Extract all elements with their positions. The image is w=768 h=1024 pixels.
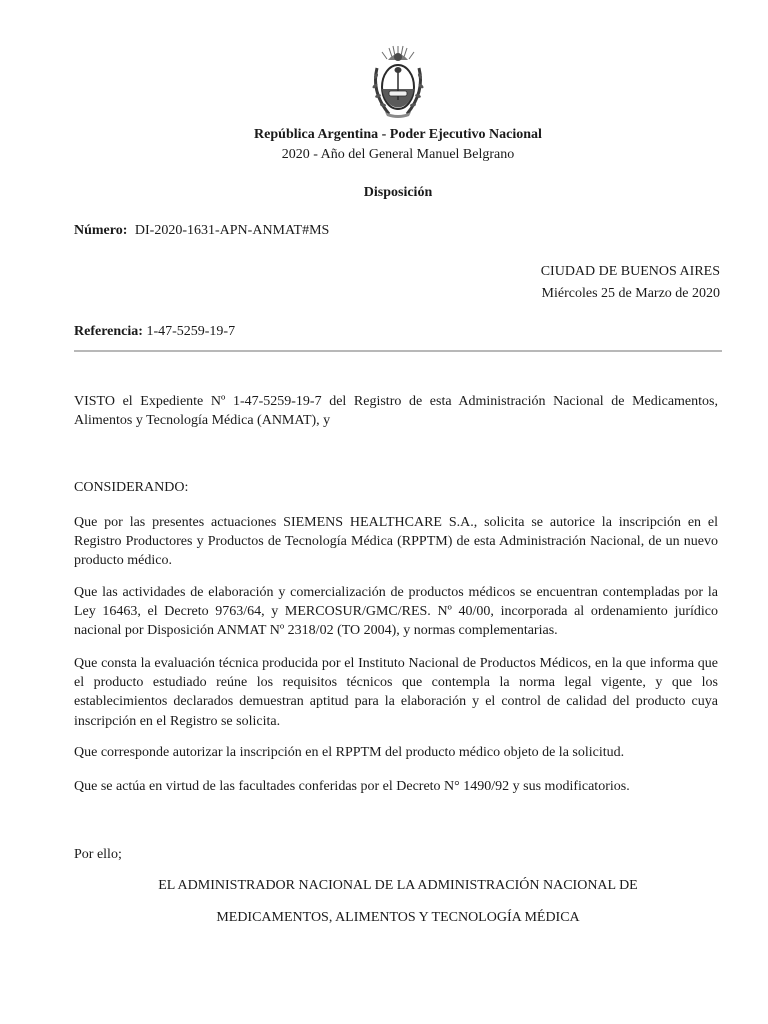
date: Miércoles 25 de Marzo de 2020 — [541, 286, 720, 301]
considerando-heading: CONSIDERANDO: — [74, 480, 189, 495]
paragraph-3: Que consta la evaluación técnica producida por el Instituto Nacional de Productos Médicos, en la que informa que el producto estudiado reúne los requisitos técnicos que contempla la norma legal vigente, y que los establecimientos declarados demuestran aptitud para la elaboración y el control de calidad del producto cuya inscripción en el Registro se solicita. — [74, 656, 718, 729]
paragraph-2: Que las actividades de elaboración y comercialización de productos médicos se encuentran contempladas por la Ley 16463, el Decreto 9763/64, y MERCOSUR/GMC/RES. Nº 40/00, incorporada al ordenamiento jurídico nacional por Disposición ANMAT Nº 2318/02 (TO 2004), y normas complementarias. — [74, 585, 718, 639]
referencia-label: Referencia: — [74, 324, 143, 339]
referencia-row — [74, 324, 235, 340]
republic-heading: República Argentina - Poder Ejecutivo Nacional — [254, 127, 542, 142]
authority-line-1: EL ADMINISTRADOR NACIONAL DE LA ADMINISTRACIÓN NACIONAL DE — [158, 878, 638, 893]
numero-label: Número: — [74, 223, 128, 238]
year-motto: 2020 - Año del General Manuel Belgrano — [281, 147, 515, 162]
city: CIUDAD DE BUENOS AIRES — [540, 264, 720, 279]
header-divider — [74, 350, 722, 352]
por-ello: Por ello; — [74, 847, 122, 862]
paragraph-5: Que se actúa en virtud de las facultades conferidas por el Decreto N° 1490/92 y sus modificatorios. — [74, 779, 630, 794]
visto-paragraph: VISTO el Expediente Nº 1-47-5259-19-7 del Registro de esta Administración Nacional de Medicamentos, Alimentos y Tecnología Médica (ANMAT), y — [74, 394, 718, 429]
authority-line-2: MEDICAMENTOS, ALIMENTOS Y TECNOLOGÍA MÉDICA — [216, 910, 580, 925]
paragraph-4: Que corresponde autorizar la inscripción en el RPPTM del producto médico objeto de la solicitud. — [74, 745, 625, 760]
coat-of-arms-icon — [369, 44, 427, 120]
referencia-value: 1-47-5259-19-7 — [146, 324, 236, 339]
numero-row — [74, 223, 329, 239]
numero-value: DI-2020-1631-APN-ANMAT#MS — [134, 223, 330, 238]
document-type-title: Disposición — [363, 185, 433, 200]
paragraph-1: Que por las presentes actuaciones SIEMENS HEALTHCARE S.A., solicita se autorice la inscripción en el Registro Productores y Productos de Tecnología Médica (RPPTM) de esta Administración Nacional, de un nuevo producto médico. — [74, 515, 718, 569]
